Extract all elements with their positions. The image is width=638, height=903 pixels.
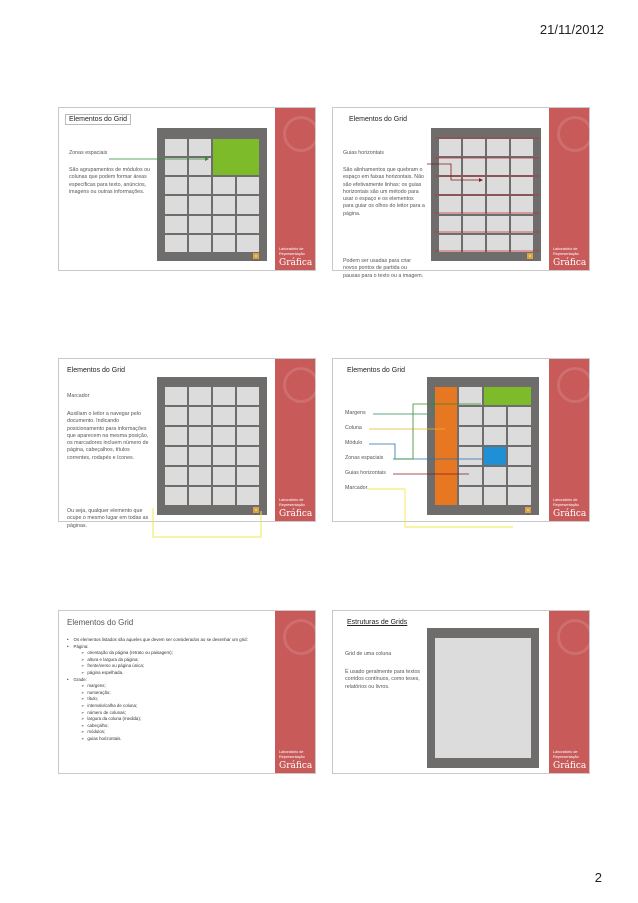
list-item: ➢ página espelhada. <box>67 670 263 677</box>
slide-title: Elementos do Grid <box>347 367 405 374</box>
brand-lab: Laboratório de Representação <box>279 247 305 256</box>
brand-grafica: Gráfica <box>279 258 313 268</box>
slide-zonas-espaciais <box>58 107 316 271</box>
marker-overlay <box>59 359 317 523</box>
list-item: ➢ título; <box>67 696 263 703</box>
slide-heading: Zonas espaciais <box>69 150 108 156</box>
slide-title: Elementos do Grid <box>67 367 125 374</box>
date: 21/11/2012 <box>539 22 604 37</box>
x-badge-icon: x <box>529 253 531 258</box>
slide-guias-horizontais <box>332 107 590 279</box>
label-guias-horizontais: Guias horizontais <box>345 470 386 476</box>
brand-grafica: Gráfica <box>279 761 313 771</box>
x-badge-icon: x <box>255 507 257 512</box>
slide-title: Elementos do Grid <box>349 116 407 123</box>
slide-elementos-resumo <box>332 358 590 522</box>
decor-ring <box>557 619 593 655</box>
list-item: ➢ largura da coluna (medida); <box>67 716 263 723</box>
element-list <box>67 637 263 743</box>
list-item: ➢ frente/verso ou página única; <box>67 663 263 670</box>
slide-heading: Marcador <box>67 393 90 399</box>
slide-body-2: Ou seja, qualquer elemento que ocupe o mesmo lugar em todas as páginas. <box>67 508 149 529</box>
slide-title: Elementos do Grid <box>65 114 131 125</box>
brand-lab: Laboratório de Representação <box>279 498 305 507</box>
label-modulo: Módulo <box>345 440 363 446</box>
decor-ring <box>283 619 319 655</box>
brand-band <box>275 611 315 773</box>
list-grade: • Grade: <box>67 677 263 684</box>
grid-page <box>427 628 539 768</box>
list-item: ➢ orientação da página (retrato ou paisagem); <box>67 650 263 657</box>
brand-grafica: Gráfica <box>553 258 587 268</box>
slide-lista-elementos <box>58 610 316 774</box>
list-item: ➢ altura e largura da página; <box>67 657 263 664</box>
slide-heading: Guias horizontais <box>343 150 384 156</box>
label-margens: Margens <box>345 410 366 416</box>
brand-band <box>549 611 589 773</box>
list-item: ➢ margens; <box>67 683 263 690</box>
x-badge-icon: x <box>527 507 529 512</box>
page-number: 2 <box>594 870 602 885</box>
brand-grafica: Gráfica <box>553 509 587 519</box>
slide-title: Elementos do Grid <box>67 618 134 627</box>
slide-body-2: Podem ser usadas para criar novos pontos de partida ou pausas para o texto ou a imagem. <box>343 258 424 279</box>
slide-body: São agrupamentos de módulos ou colunas que podem formar áreas específicas para texto, anúncios, imagens ou outras informações. <box>69 167 150 195</box>
slide-heading: Grid de uma coluna <box>345 651 392 657</box>
list-item: ➢ guias horizontais. <box>67 736 263 743</box>
x-badge-icon: x <box>255 253 257 258</box>
slide-body: É usado geralmente para textos corridos contínuos, como teses, relatórios ou livros. <box>345 669 421 690</box>
arrow-overlay <box>59 108 317 272</box>
label-zonas-espaciais: Zonas espaciais <box>345 455 384 461</box>
brand-lab: Laboratório de Representação <box>553 498 579 507</box>
list-intro: • Os elementos listados são aqueles que devem ser considerados ao se desenhar um grid: <box>67 637 263 644</box>
brand-grafica: Gráfica <box>279 509 313 519</box>
list-item: ➢ intervalo/calha de coluna; <box>67 703 263 710</box>
list-item: ➢ cabeçalho; <box>67 723 263 730</box>
slide-title: Estruturas de Grids <box>347 619 408 626</box>
list-item: ➢ numeração; <box>67 690 263 697</box>
slide-marcador <box>58 358 316 529</box>
label-coluna: Coluna <box>345 425 362 431</box>
label-overlay <box>333 359 591 523</box>
brand-lab: Laboratório de Representação <box>553 247 579 256</box>
list-pagina: • Página: <box>67 644 263 651</box>
brand-lab: Laboratório de Representação <box>553 750 579 759</box>
brand-lab: Laboratório de Representação <box>279 750 305 759</box>
slide-body: Auxiliam o leitor a navegar pelo documento. Indicando posicionamento para informações que aparecem na mesma posição, os marcadores incluem número de página, cabeçalhos, títulos correntes, rodapés e ícones. <box>67 411 149 461</box>
single-column <box>435 638 531 758</box>
guide-overlay <box>333 108 591 272</box>
slide-body: São alinhamentos que quebram o espaço em faixas horizontais. Não são efetivamente linhas: os guias horizontais são um método para usar o espaço e os elementos para guiar os olhos do leitor para a página. <box>343 167 425 217</box>
list-item: ➢ número de colunas; <box>67 710 263 717</box>
brand-grafica: Gráfica <box>553 761 587 771</box>
label-marcador: Marcador <box>345 485 368 491</box>
list-item: ➢ módulos; <box>67 729 263 736</box>
slide-estruturas-grids <box>332 610 590 774</box>
